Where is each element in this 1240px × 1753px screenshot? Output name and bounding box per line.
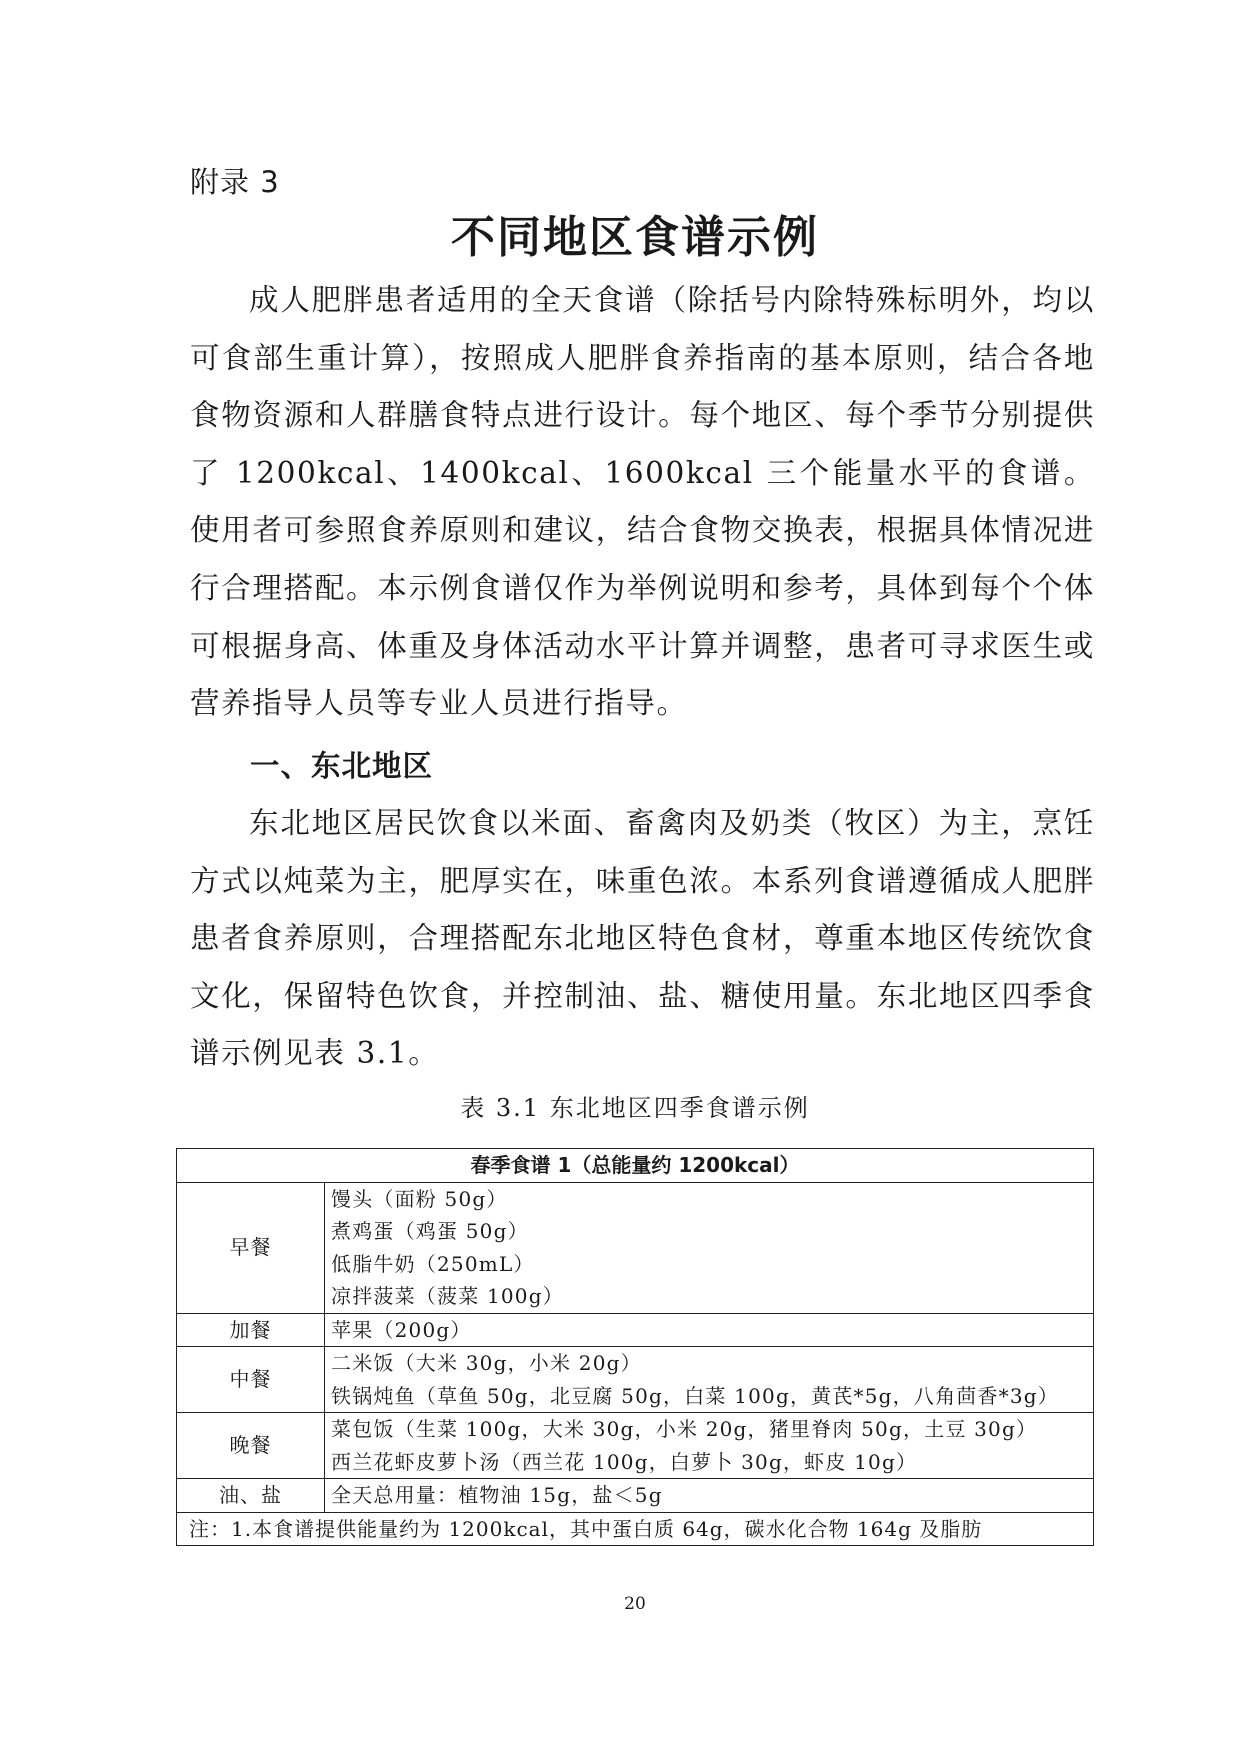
table-row [177,1347,1094,1413]
page-title: 不同地区食谱示例 [451,212,819,263]
dish-item: 铁锅炖鱼（草鱼 50g，北豆腐 50g，白菜 100g，黄芪*5g，八角茴香*3g） [331,1383,1060,1408]
section-heading: 一、东北地区 [250,749,434,783]
table-row [177,1313,1094,1347]
meal-name-breakfast: 早餐 [177,1182,325,1313]
table-note-row [177,1512,1094,1546]
page-number: 20 [624,1594,646,1614]
meal-items-oil-salt [325,1479,1094,1513]
intro-paragraph: 成人肥胖患者适用的全天食谱（除括号内除特殊标明外，均以可食部生重计算），按照成人肥胖食养指南的基本原则，结合各地食物资源和人群膳食特点进行设计。每个地区、每个季节分别提供了 1200kcal、1400kcal、1600kcal 三个能量水平的食谱。使用者可参照食养原则和建议，结合食物交换表，根据具体情况进行合理搭配。本示例食谱仅作为举例说明和参考，具体到每个个体可根据身高、体重及身体活动水平计算并调整，患者可寻求医生或营养指导人员等专业人员进行指导。 [190,283,1095,721]
table-row [177,1182,1094,1313]
meal-items-dinner [325,1413,1094,1479]
meal-items-lunch [325,1347,1094,1413]
table-header: 春季食谱 1（总能量约 1200kcal） [177,1149,1094,1183]
dish-item: 凉拌菠菜（菠菜 100g） [331,1284,564,1308]
meal-name-snack: 加餐 [177,1313,325,1347]
appendix-label: 附录 3 [190,165,280,199]
table-header-row [177,1149,1094,1183]
meal-name-dinner: 晚餐 [177,1413,325,1479]
table-note: 注：1.本食谱提供能量约为 1200kcal，其中蛋白质 64g，碳水化合物 164g 及脂肪 [177,1512,1094,1546]
table-row [177,1479,1094,1513]
table-row [177,1413,1094,1479]
meal-name-lunch: 中餐 [177,1347,325,1413]
meal-items-breakfast [325,1182,1094,1313]
table-caption: 表 3.1 东北地区四季食谱示例 [460,1094,810,1122]
dish-item: 西兰花虾皮萝卜汤（西兰花 100g，白萝卜 30g，虾皮 10g） [331,1449,918,1474]
region-paragraph: 东北地区居民饮食以米面、畜禽肉及奶类（牧区）为主，烹饪方式以炖菜为主，肥厚实在，味重色浓。本系列食谱遵循成人肥胖患者食养原则，合理搭配东北地区特色食材，尊重本地区传统饮食文化，保留特色饮食，并控制油、盐、糖使用量。东北地区四季食谱示例见表 3.1。 [190,806,1095,1071]
dish-item: 全天总用量：植物油 15g，盐＜5g [331,1483,663,1507]
menu-table [176,1148,1094,1546]
meal-name-oil-salt: 油、盐 [177,1479,325,1513]
dish-item: 馒头（面粉 50g） [331,1186,508,1211]
dish-item: 二米饭（大米 30g，小米 20g） [331,1351,642,1375]
meal-items-snack [325,1313,1094,1347]
dish-item: 煮鸡蛋（鸡蛋 50g） [331,1219,529,1243]
dish-item: 菜包饭（生菜 100g，大米 30g，小米 20g，猪里脊肉 50g，土豆 30g） [331,1417,1038,1441]
dish-item: 低脂牛奶（250mL） [331,1251,535,1276]
dish-item: 苹果（200g） [331,1317,472,1342]
